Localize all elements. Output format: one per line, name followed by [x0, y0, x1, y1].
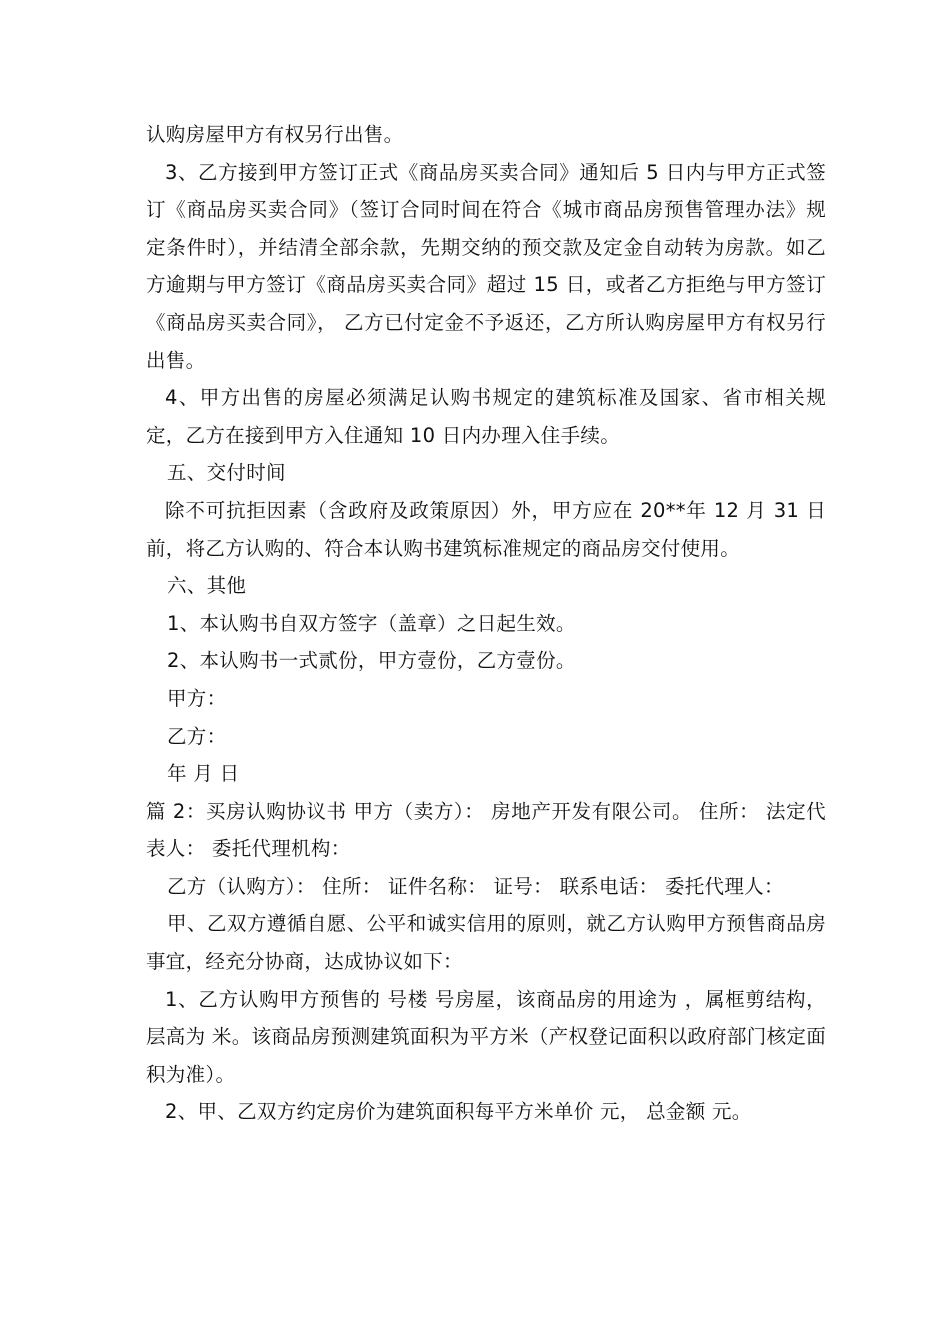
- signature-party-b: 乙方：: [167, 724, 227, 748]
- paragraph-item-1: 1、乙方认购甲方预售的 号楼 号房屋，该商品房的用途为 ，属框剪结构，层高为 米。该商品房预测建筑面积为平方米（产权登记面积以政府部门核定面积为准）。: [146, 987, 826, 1086]
- paragraph-item-2: 2、甲、乙双方约定房价为建筑面积每平方米单价 元， 总金额 元。: [165, 1100, 752, 1124]
- paragraph-clause-3: 3、乙方接到甲方签订正式《商品房买卖合同》通知后 5 日内与甲方正式签订《商品房买卖合同》（签订合同时间在符合《城市商品房预售管理办法》规定条件时），并结清全部余款，先期交纳的预交款及定金自动转为房款。如乙方逾期与甲方签订《商品房买卖合同》超过 15 日，或者乙方拒绝与甲方签订《商品房买卖合同》， 乙方已付定金不予返还，乙方所认购房屋甲方有权另行出售。: [146, 160, 826, 372]
- section-heading-other: 六、其他: [167, 574, 247, 598]
- paragraph-other-1: 1、本认购书自双方签字（盖章）之日起生效。: [167, 611, 576, 635]
- paragraph-party-b-info: 乙方（认购方）： 住所： 证件名称： 证号： 联系电话： 委托代理人：: [167, 874, 784, 898]
- section-heading-delivery-time: 五、交付时间: [167, 461, 286, 485]
- signature-date: 年 月 日: [167, 762, 240, 786]
- paragraph-other-2: 2、本认购书一式贰份，甲方壹份，乙方壹份。: [167, 649, 576, 673]
- signature-party-a: 甲方：: [167, 686, 227, 710]
- paragraph-agreement-intro: 甲、乙双方遵循自愿、公平和诚实信用的原则，就乙方认购甲方预售商品房事宜，经充分协商，达成协议如下：: [146, 912, 826, 974]
- paragraph-clause-4: 4、甲方出售的房屋必须满足认购书规定的建筑标准及国家、省市相关规定，乙方在接到甲方入住通知 10 日内办理入住手续。: [146, 386, 826, 447]
- document-body: [146, 116, 826, 1131]
- paragraph-delivery: 除不可抗拒因素（含政府及政策原因）外，甲方应在 20**年 12 月 31 日前，将乙方认购的、符合本认购书建筑标准规定的商品房交付使用。: [146, 498, 826, 560]
- paragraph-article-2-title: 篇 2：买房认购协议书 甲方（卖方）： 房地产开发有限公司。 住所： 法定代表人： 委托代理机构：: [146, 799, 826, 861]
- paragraph-continuation: 认购房屋甲方有权另行出售。: [146, 123, 404, 146]
